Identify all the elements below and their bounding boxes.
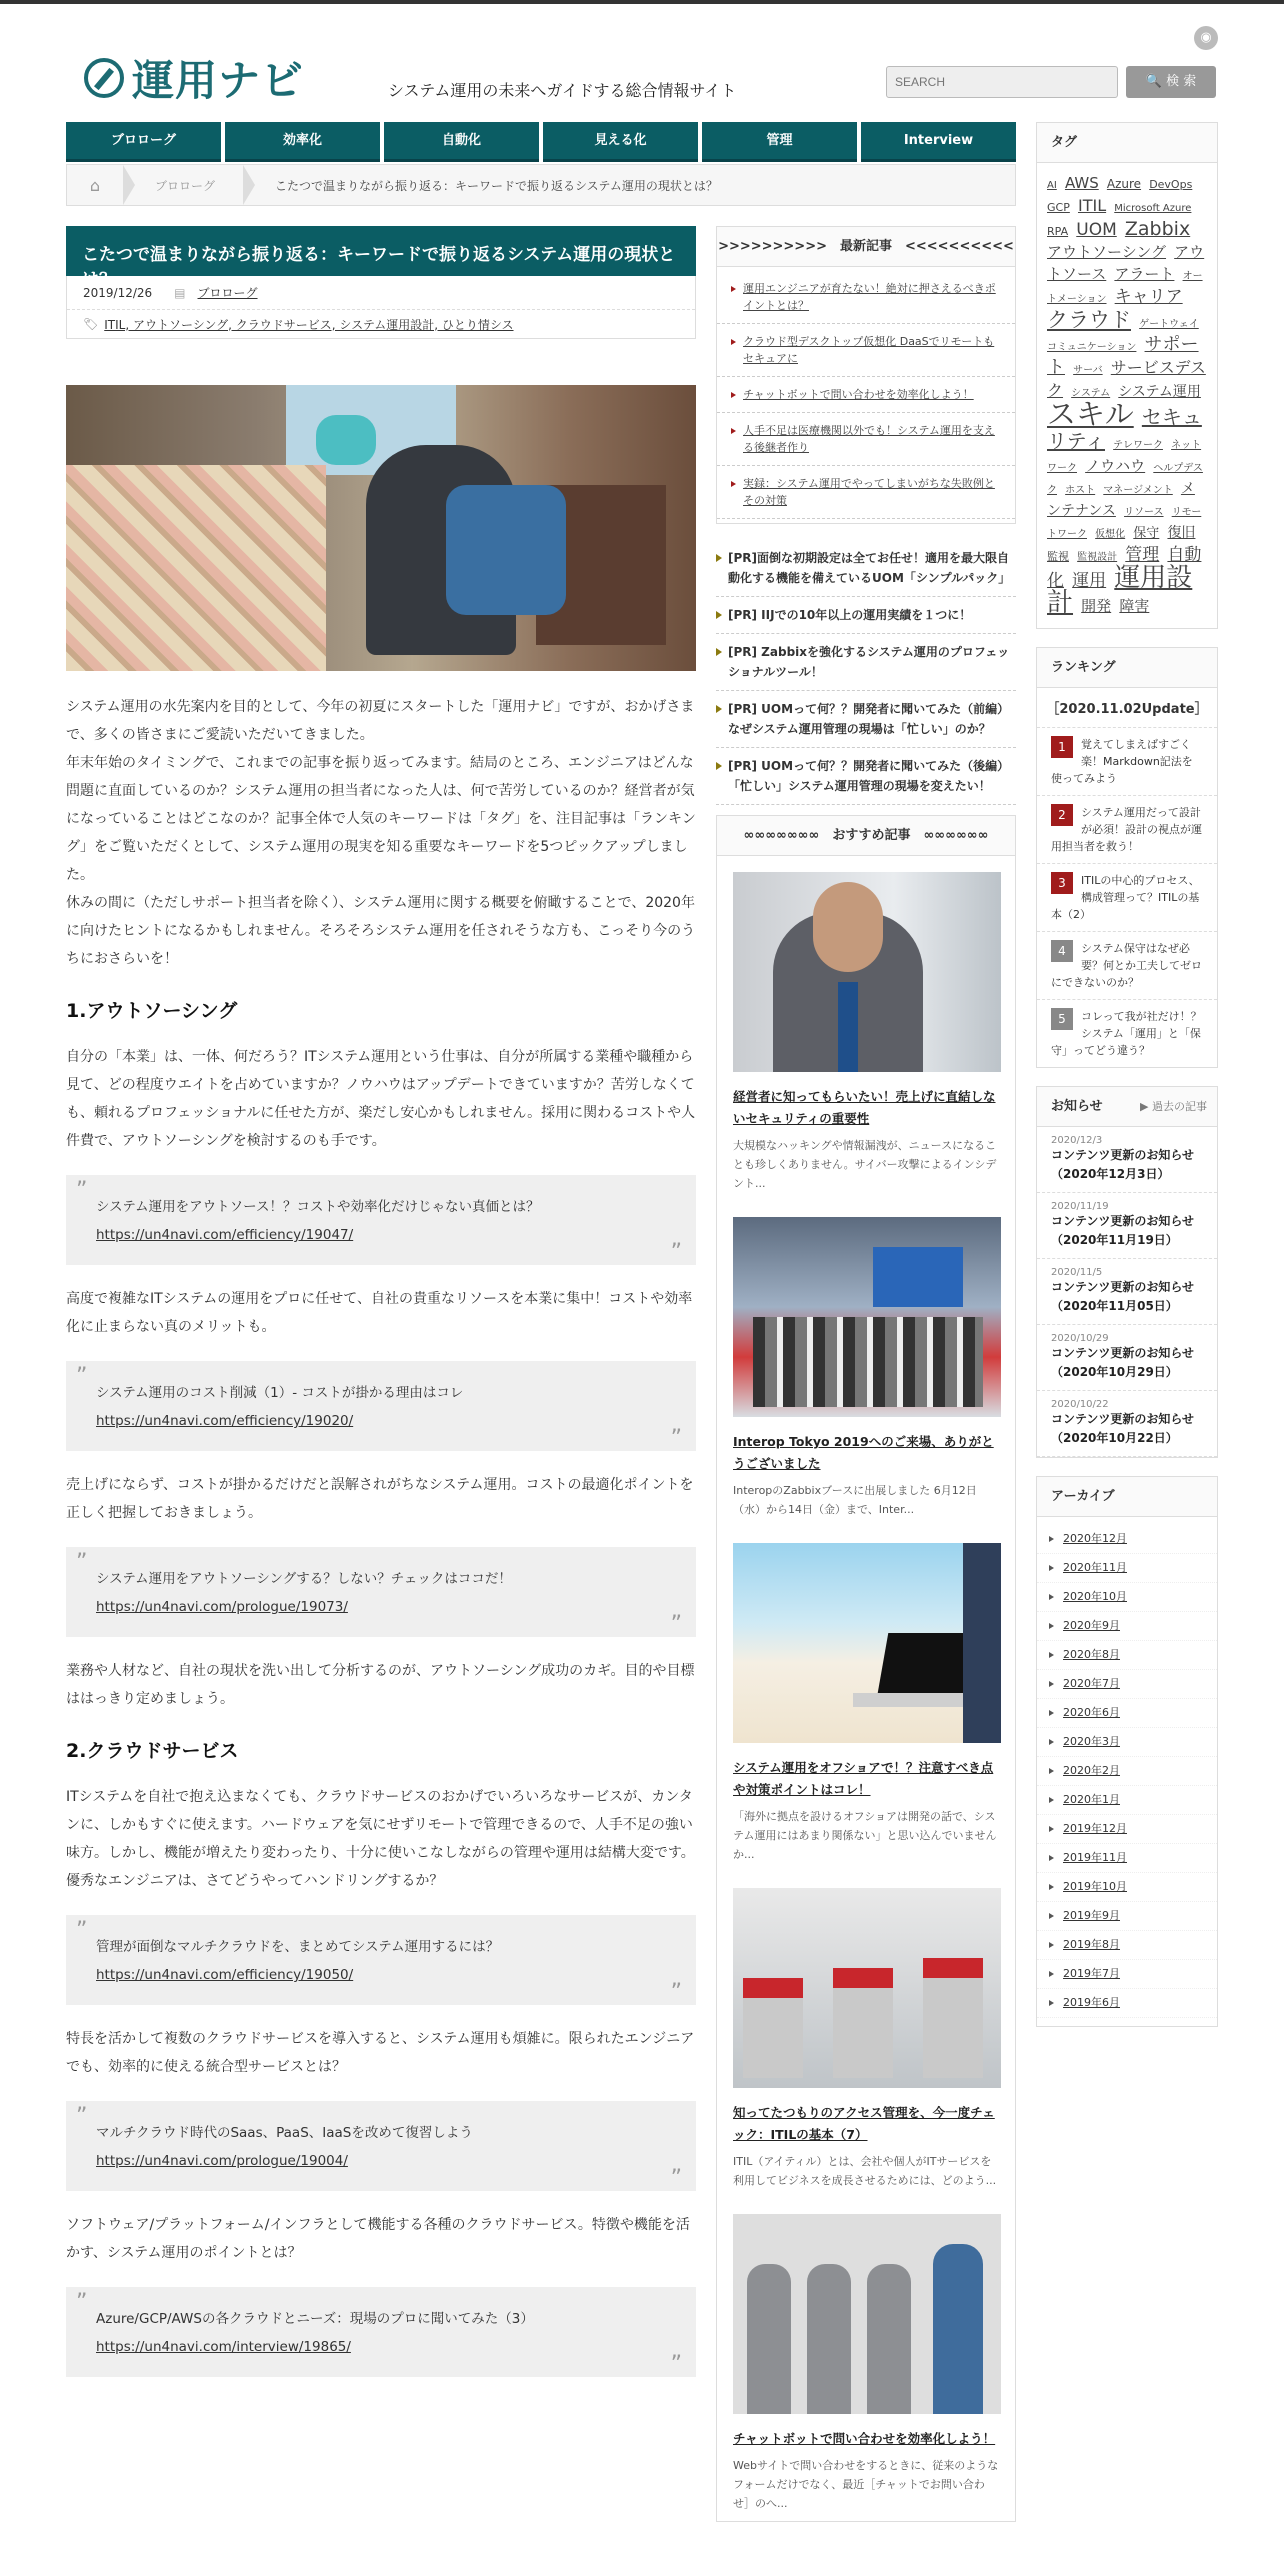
news-item[interactable] (1037, 1325, 1217, 1391)
breadcrumb-parent[interactable]: ブロローグ (155, 178, 216, 193)
pr-links (716, 540, 1016, 805)
news-item[interactable] (1037, 1127, 1217, 1193)
recommend-thumbnail[interactable] (733, 872, 1001, 1072)
link-quote (66, 2101, 696, 2191)
link-quote (66, 1547, 696, 1637)
tag-link[interactable]: クラウド (1047, 308, 1131, 332)
archive-link[interactable]: 2020年2月 (1063, 1764, 1120, 1777)
post-body (66, 693, 696, 2377)
body-paragraph: ITシステムを自社で抱え込まなくても、クラウドサービスのおかげでいろいろなサービスが、カンタンに、しかもすぐに使えます。ハードウェアを気にせずリモートで管理できるので、人手不足の強い味方。しかし、機能が増えたり変わったり、十分に使いこなしながらの管理や運用は結構大変です。優秀なエンジニアは、さてどうやってハンドリングするか？ (66, 1789, 695, 1889)
nav-visualization[interactable]: 見える化 (543, 122, 698, 162)
tag-list (1037, 163, 1217, 628)
past-articles-label: 過去の記事 (1152, 1099, 1207, 1113)
breadcrumb-current: こたつで温まりながら振り返る：キーワードで振り返るシステム運用の現状とは？ (275, 178, 718, 193)
tag-link[interactable]: 自動化 (1047, 545, 1202, 591)
tag-link[interactable]: 復旧 (1167, 525, 1196, 541)
breadcrumb-separator (243, 165, 255, 205)
latest-heading: >>>>>>>>>> 最新記事 <<<<<<<<<< (717, 227, 1015, 267)
recommend-item (717, 1527, 1015, 1872)
tag-link[interactable]: ノウハウ (1085, 457, 1146, 475)
recommend-excerpt: ITIL（アイティル）とは、会社や個人がITサービスを利用してビジネスを成長させるためには、どのよう... (733, 2155, 997, 2187)
ranking-item[interactable] (1037, 727, 1217, 795)
tag-link[interactable]: DevOps (1149, 178, 1193, 191)
tag-link[interactable]: 運用 (1072, 571, 1107, 591)
tag-link[interactable]: 障害 (1119, 597, 1150, 615)
ranking-number: 3 (1051, 872, 1073, 894)
recommend-item (717, 1872, 1015, 2198)
nav-management[interactable]: 管理 (702, 122, 857, 162)
post-tags[interactable]: ITIL, アウトソーシング, クラウドサービス, システム運用設計, ひとり情シス (104, 317, 514, 332)
tag-link[interactable]: セキュリティ (1047, 405, 1202, 453)
recommend-item (717, 2198, 1015, 2521)
ranking-title[interactable]: システム運用だって設計が必須！設計の視点が運用担当者を救う！ (1051, 806, 1202, 853)
archive-link[interactable]: 2020年3月 (1063, 1735, 1120, 1748)
archive-box (1036, 1476, 1218, 2027)
body-paragraph: 高度で複雑なITシステムの運用をプロに任せて、自社の貴重なリソースを本業に集中！コストや効率化に止まらない真のメリットも。 (66, 1291, 693, 1335)
recommend-thumbnail[interactable] (733, 1888, 1001, 2088)
ranking-list (1037, 727, 1217, 1067)
recommend-title[interactable]: チャットボットで問い合わせを効率化しよう！ (733, 2431, 996, 2446)
post-date: 2019/12/26 (83, 285, 153, 300)
archive-link[interactable]: 2019年6月 (1063, 1996, 1120, 2009)
latest-item-link[interactable]: 実録：システム運用でやってしまいがちな失敗例とその対策 (743, 477, 995, 507)
archive-item[interactable] (1037, 1902, 1217, 1931)
recommend-title[interactable]: 経営者に知ってもらいたい！売上げに直結しないセキュリティの重要性 (733, 1089, 996, 1126)
latest-item[interactable] (717, 377, 1015, 413)
quote-link[interactable]: https://un4navi.com/efficiency/19047/ (96, 1227, 354, 1243)
archive-item[interactable] (1037, 1728, 1217, 1757)
ranking-item[interactable] (1037, 999, 1217, 1067)
section-heading: 1.アウトソーシング (66, 1000, 238, 1022)
archive-link[interactable]: 2019年10月 (1063, 1880, 1127, 1893)
recommend-excerpt: 「海外に拠点を設けるオフショアは開発の話で、システム運用にはあまり関係ない」と思い込んでいませんか... (733, 1810, 997, 1861)
logo-text: 運用ナビ (132, 56, 305, 105)
recommend-excerpt: Webサイトで問い合わせをするときに、従来のようなフォームだけでなく、最近［チャットでお問い合わせ］のへ... (733, 2459, 999, 2510)
pr-link[interactable]: [PR] IIJでの10年以上の運用実績を１つに！ (716, 597, 1016, 634)
ranking-item[interactable] (1037, 795, 1217, 863)
past-articles-link[interactable]: ▶ 過去の記事 (1140, 1099, 1207, 1113)
archive-item[interactable] (1037, 1699, 1217, 1728)
site-logo[interactable] (84, 48, 304, 108)
recommend-excerpt: 大規模なハッキングや情報漏洩が、ニュースになることも珍しくありません。サイバー攻撃によるインシデント... (733, 1139, 997, 1190)
tag-link[interactable]: 監視 (1047, 550, 1069, 563)
site-tagline: システム運用の未来へガイドする総合情報サイト (388, 81, 737, 100)
right-sidebar (1036, 122, 1218, 2045)
search-button[interactable]: 🔍 検 索 (1126, 66, 1216, 98)
tag-link[interactable]: テレワーク (1113, 440, 1163, 451)
recommended-posts (716, 815, 1016, 2522)
archive-item[interactable] (1037, 1641, 1217, 1670)
recommend-title[interactable]: Interop Tokyo 2019へのご来場、ありがとうございました (733, 1434, 994, 1471)
news-title[interactable]: コンテンツ更新のお知らせ（2020年12月3日） (1051, 1148, 1195, 1181)
archive-item[interactable] (1037, 1786, 1217, 1815)
tag-link[interactable]: アラート (1114, 265, 1175, 283)
quote-title: ” Azure/GCP/AWSの各クラウドとニーズ：現場のプロに聞いてみた（3） (96, 2311, 534, 2327)
ranking-number: 4 (1051, 940, 1073, 962)
tag-link[interactable]: ネットワーク (1047, 440, 1202, 474)
archive-link[interactable]: 2020年11月 (1063, 1561, 1127, 1574)
ranking-date: ［2020.11.02Update］ (1046, 702, 1208, 717)
ranking-heading: ランキング (1037, 648, 1217, 688)
tag-link[interactable]: キャリア (1114, 287, 1183, 307)
site-header (0, 4, 1284, 122)
archive-item[interactable] (1037, 1554, 1217, 1583)
news-item[interactable] (1037, 1259, 1217, 1325)
latest-item-link[interactable]: クラウド型デスクトップ仮想化 DaaSでリモートもセキュアに (743, 335, 995, 365)
archive-item[interactable] (1037, 1931, 1217, 1960)
intro-paragraph: システム運用の水先案内を目的として、今年の初夏にスタートした「運用ナビ」ですが、おかげさまで、多くの皆さまにご愛読いただいてきました。 (66, 699, 695, 743)
archive-heading: アーカイブ (1037, 1477, 1217, 1517)
tag-link[interactable]: アウトソーシング (1047, 243, 1167, 261)
quote-title: ” システム運用のコスト削減（1）- コストが掛かる理由はコレ (96, 1385, 464, 1401)
archive-item[interactable] (1037, 1583, 1217, 1612)
recommend-thumbnail[interactable] (733, 1217, 1001, 1417)
ranking-box (1036, 647, 1218, 1068)
search-button-label: 検 索 (1166, 74, 1197, 89)
ranking-number: 5 (1051, 1008, 1073, 1030)
news-title[interactable]: コンテンツ更新のお知らせ（2020年10月22日） (1051, 1412, 1195, 1445)
recommend-title[interactable]: システム運用をオフショアで！？注意すべき点や対策ポイントはコレ！ (733, 1760, 994, 1797)
tag-link[interactable]: サーバ (1073, 365, 1103, 376)
main-content (66, 226, 696, 2397)
tag-link[interactable]: Microsoft Azure (1114, 203, 1192, 214)
recommend-thumbnail[interactable] (733, 2214, 1001, 2414)
archive-link[interactable]: 2019年8月 (1063, 1938, 1120, 1951)
news-item[interactable] (1037, 1391, 1217, 1457)
body-paragraph: 業務や人材など、自社の現状を洗い出して分析するのが、アウトソーシング成功のカギ。目的や目標ははっきり定めましょう。 (66, 1663, 695, 1707)
post-meta (66, 276, 696, 339)
tag-cloud (1036, 122, 1218, 629)
news-date: 2020/12/3 (1051, 1135, 1103, 1146)
tag-link[interactable]: オートメーション (1047, 271, 1203, 305)
link-quote (66, 2287, 696, 2377)
tag-link[interactable]: マネージメント (1103, 485, 1173, 496)
archive-link[interactable]: 2020年10月 (1063, 1590, 1127, 1603)
news-heading: お知らせ (1051, 1098, 1103, 1114)
news-item[interactable] (1037, 1193, 1217, 1259)
archive-link[interactable]: 2020年8月 (1063, 1648, 1120, 1661)
nav-automation[interactable]: 自動化 (384, 122, 539, 162)
section-heading: 2.クラウドサービス (66, 1740, 239, 1762)
tag-link[interactable]: リモートワーク (1047, 507, 1202, 540)
post-title: こたつで温まりながら振り返る：キーワードで振り返るシステム運用の現状とは？ (66, 226, 696, 276)
pr-link[interactable]: [PR] UOMって何？？開発者に聞いてみた（前編）なぜシステム運用管理の現場は「忙しい」のか？ (716, 691, 1016, 748)
tag-link[interactable]: RPA (1047, 225, 1069, 238)
latest-item[interactable] (717, 324, 1015, 377)
archive-item[interactable] (1037, 1815, 1217, 1844)
ranking-item[interactable] (1037, 931, 1217, 999)
tag-icon: 🏷 (83, 317, 99, 331)
news-date: 2020/10/22 (1051, 1399, 1109, 1410)
ranking-title[interactable]: コレって我が社だけ！？システム「運用」と「保守」ってどう違う？ (1051, 1010, 1202, 1057)
intro-paragraph: 年末年始のタイミングで、これまでの記事を振り返ってみます。結局のところ、エンジニアはどんな問題に直面しているのか？システム運用の担当者になった人は、何で苦労しているのか？経営者が気になっていることはどこなのか？記事全体で人気のキーワードは「タグ」を、注目記事は「ランキング」をご覧いただくとして、システム運用の現実を知る重要なキーワードを5つピックアップしました。 (66, 755, 696, 883)
body-paragraph: 売上げにならず、コストが掛かるだけだと誤解されがちなシステム運用。コストの最適化ポイントを正しく把握しておきましょう。 (66, 1477, 694, 1521)
tag-link[interactable]: 運用設計 (1047, 563, 1193, 618)
rss-icon[interactable]: ◉ (1194, 26, 1218, 50)
nav-interview[interactable]: Interview (861, 122, 1016, 162)
news-date: 2020/11/19 (1051, 1201, 1109, 1212)
tag-link[interactable]: AWS (1064, 174, 1099, 192)
tag-link[interactable]: Azure (1106, 177, 1142, 191)
link-quote (66, 1361, 696, 1451)
intro-paragraph: 休みの間に（ただしサポート担当者を除く）、システム運用に関する概要を俯瞰することで、2020年に向けたヒントになるかもしれません。そろそろシステム運用を任されそうな方も、こっそり今のうちにおさらいを！ (66, 895, 696, 967)
nav-efficiency[interactable]: 効率化 (225, 122, 380, 162)
tag-link[interactable]: アウトソース (1047, 243, 1205, 283)
news-date: 2020/11/5 (1051, 1267, 1103, 1278)
quote-title: ” マルチクラウド時代のSaas、PaaS、IaaSを改めて復習しよう (96, 2125, 473, 2141)
link-quote (66, 1175, 696, 1265)
tag-link[interactable]: サービスデスク (1047, 358, 1206, 400)
tag-link[interactable]: システム (1071, 388, 1111, 399)
latest-item-link[interactable]: チャットボットで問い合わせを効率化しよう！ (743, 388, 974, 401)
archive-link[interactable]: 2020年9月 (1063, 1619, 1120, 1632)
tag-link[interactable]: ホスト (1065, 485, 1096, 496)
tag-link[interactable]: 監視設計 (1077, 552, 1118, 563)
tag-link[interactable]: GCP (1047, 201, 1070, 214)
quote-link[interactable]: https://un4navi.com/efficiency/19050/ (96, 1967, 354, 1983)
archive-item[interactable] (1037, 1960, 1217, 1989)
ranking-title[interactable]: システム保守はなぜ必要？何とか工夫してゼロにできないのか？ (1051, 942, 1202, 989)
latest-item[interactable] (717, 271, 1015, 324)
tags-heading: タグ (1037, 123, 1217, 163)
latest-posts (716, 226, 1016, 524)
archive-list (1037, 1517, 1217, 2026)
archive-link[interactable]: 2020年7月 (1063, 1677, 1120, 1690)
archive-link[interactable]: 2019年11月 (1063, 1851, 1127, 1864)
archive-item[interactable] (1037, 1612, 1217, 1641)
news-header (1037, 1087, 1217, 1127)
quote-title: ” システム運用をアウトソーシングする？しない？チェックはココだ！ (96, 1571, 512, 1587)
news-title[interactable]: コンテンツ更新のお知らせ（2020年11月19日） (1051, 1214, 1195, 1247)
tag-link[interactable]: UOM (1076, 220, 1117, 240)
news-date: 2020/10/29 (1051, 1333, 1109, 1344)
pr-link[interactable]: [PR] Zabbixを強化するシステム運用のプロフェッショナルツール！ (716, 634, 1016, 691)
archive-link[interactable]: 2019年9月 (1063, 1909, 1120, 1922)
quote-link[interactable]: https://un4navi.com/prologue/19004/ (96, 2153, 348, 2169)
tag-link[interactable]: システム運用 (1118, 384, 1201, 400)
news-list (1037, 1127, 1217, 1457)
latest-item[interactable] (717, 413, 1015, 466)
pr-link[interactable]: [PR]面倒な初期設定は全てお任せ！適用を最大限自動化する機能を備えているUOM「シンプルパック」 (716, 540, 1016, 597)
archive-link[interactable]: 2019年12月 (1063, 1822, 1127, 1835)
tag-link[interactable]: コミュニケーション (1047, 342, 1137, 353)
main-nav (66, 122, 1016, 162)
news-title[interactable]: コンテンツ更新のお知らせ（2020年11月05日） (1051, 1280, 1195, 1313)
breadcrumb-separator (123, 165, 135, 205)
recommend-thumbnail[interactable] (733, 1543, 1001, 1743)
recommend-title[interactable]: 知ってたつもりのアクセス管理を、今一度チェック：ITILの基本（7） (733, 2105, 995, 2142)
ranking-item[interactable] (1037, 863, 1217, 931)
news-box (1036, 1086, 1218, 1458)
archive-item[interactable] (1037, 1989, 1217, 2018)
quote-link[interactable]: https://un4navi.com/interview/19865/ (96, 2339, 351, 2355)
archive-link[interactable]: 2019年7月 (1063, 1967, 1120, 1980)
tag-link[interactable]: ITIL (1077, 196, 1107, 215)
tag-link[interactable]: AI (1047, 180, 1057, 191)
latest-item-link[interactable]: 運用エンジニアが育たない！絶対に押さえるべきポイントとは？ (743, 282, 996, 312)
tag-link[interactable]: サポート (1047, 334, 1199, 378)
tag-link[interactable]: 開発 (1081, 597, 1112, 615)
archive-item[interactable] (1037, 1757, 1217, 1786)
body-paragraph: ソフトウェア/プラットフォーム/インフラとして機能する各種のクラウドサービス。特徴や機能を活かす、システム運用のポイントとは？ (66, 2217, 690, 2261)
archive-link[interactable]: 2020年1月 (1063, 1793, 1120, 1806)
recommend-excerpt: InteropのZabbixブースに出展しました 6月12日（水）から14日（金）まで、Inter... (733, 1484, 977, 1516)
recommend-item (717, 1201, 1015, 1527)
ranking-number: 1 (1051, 736, 1073, 758)
quote-link[interactable]: https://un4navi.com/efficiency/19020/ (96, 1413, 354, 1429)
ranking-number: 2 (1051, 804, 1073, 826)
archive-link[interactable]: 2020年12月 (1063, 1532, 1127, 1545)
recommend-heading: ∞∞∞∞∞∞∞ おすすめ記事 ∞∞∞∞∞∞ (717, 816, 1015, 856)
tag-link[interactable]: ゲートウェイ (1139, 319, 1199, 330)
tag-link[interactable]: Zabbix (1124, 218, 1191, 240)
search-input[interactable] (886, 66, 1118, 98)
post-hero-image (66, 385, 696, 671)
tag-link[interactable]: メンテナンス (1047, 481, 1195, 519)
archive-item[interactable] (1037, 1525, 1217, 1554)
latest-item-link[interactable]: 人手不足は医療機関以外でも！システム運用を支える後継者作り (743, 424, 995, 454)
ranking-title[interactable]: ITILの中心的プロセス、構成管理って？ITILの基本（2） (1051, 874, 1200, 921)
latest-item[interactable] (717, 466, 1015, 519)
tag-link[interactable]: 保守 (1133, 526, 1160, 541)
archive-item[interactable] (1037, 1670, 1217, 1699)
compass-logo-icon (84, 58, 124, 98)
tag-link[interactable]: 管理 (1125, 545, 1160, 565)
archive-item[interactable] (1037, 1873, 1217, 1902)
body-paragraph: 特長を活かして複数のクラウドサービスを導入すると、システム運用も煩雑に。限られたエンジニアでも、効率的に使える統合型サービスとは？ (66, 2031, 695, 2075)
post-category[interactable]: ブロローグ (197, 286, 258, 300)
nav-prologue[interactable]: ブロローグ (66, 122, 221, 162)
breadcrumb (66, 164, 1016, 206)
link-quote (66, 1915, 696, 2005)
tag-link[interactable]: リソース (1124, 507, 1164, 518)
quote-title: ” システム運用をアウトソース！？コストや効率化だけじゃない真価とは？ (96, 1199, 540, 1215)
tag-link[interactable]: スキル (1047, 397, 1134, 431)
tag-link[interactable]: ヘルプデスク (1047, 463, 1203, 496)
quote-link[interactable]: https://un4navi.com/prologue/19073/ (96, 1599, 348, 1615)
archive-item[interactable] (1037, 1844, 1217, 1873)
home-icon[interactable]: ⌂ (89, 175, 101, 195)
ranking-title[interactable]: 覚えてしまえばすごく楽！Markdown記法を使ってみよう (1051, 738, 1193, 785)
archive-link[interactable]: 2020年6月 (1063, 1706, 1120, 1719)
tag-link[interactable]: 仮想化 (1095, 529, 1126, 540)
folder-icon: ▤ (174, 285, 186, 300)
quote-title: ” 管理が面倒なマルチクラウドを、まとめてシステム運用するには？ (96, 1939, 500, 1955)
body-paragraph: 自分の「本業」は、一体、何だろう？ITシステム運用という仕事は、自分が所属する業種や職種から見て、どの程度ウエイトを占めていますか？ノウハウはアップデートできていますか？苦労しなくても、頼れるプロフェッショナルに任せた方が、楽だし安心かもしれません。採用に関わるコストや人件費で、アウトソーシングを検討するのも手です。 (66, 1049, 696, 1149)
middle-sidebar (716, 226, 1016, 2522)
news-title[interactable]: コンテンツ更新のお知らせ（2020年10月29日） (1051, 1346, 1195, 1379)
recommend-item (717, 856, 1015, 1201)
pr-link[interactable]: [PR] UOMって何？？開発者に聞いてみた（後編）「忙しい」システム運用管理の現場を変えたい！ (716, 748, 1016, 805)
